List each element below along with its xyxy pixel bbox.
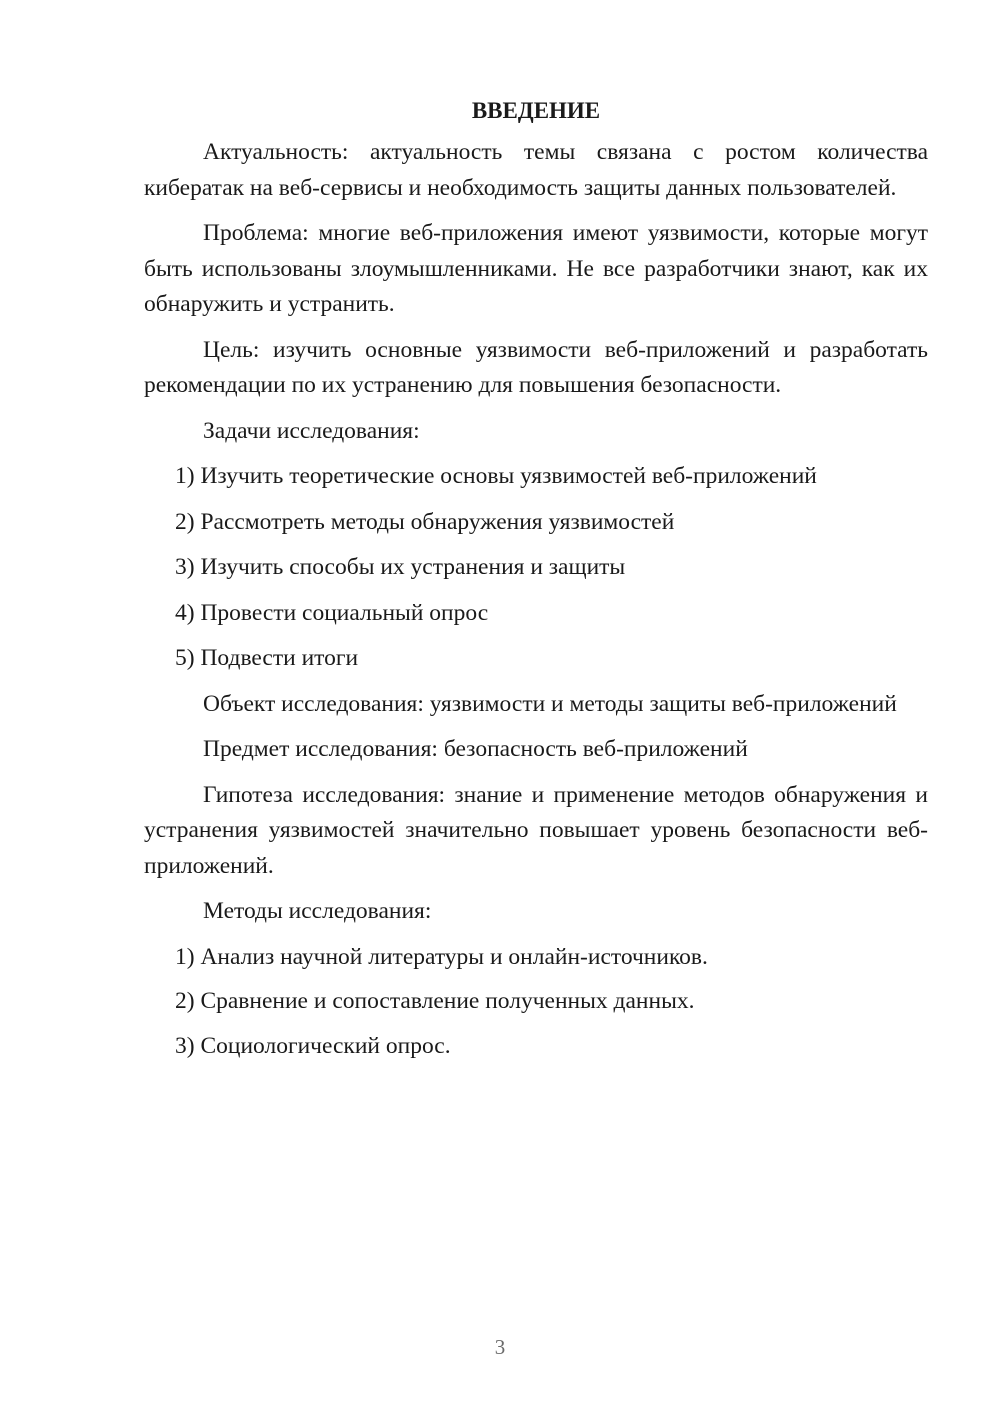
subject-paragraph: Предмет исследования: безопасность веб-приложений [203,736,748,762]
tasks-label: Задачи исследования: [203,417,420,444]
task-item: 3) Изучить способы их устранения и защиты [175,554,626,580]
task-item: 1) Изучить теоретические основы уязвимостей веб-приложений [175,463,817,489]
methods-label: Методы исследования: [203,898,432,924]
task-item: 5) Подвести итоги [175,645,359,671]
task-item: 4) Провести социальный опрос [175,599,489,626]
hypothesis-paragraph: Гипотеза исследования: знание и применение методов обнаружения и устранения уязвимостей значительно повышает уровень безопасности веб-приложений. [144,781,928,879]
goal-paragraph: Цель: изучить основные уязвимости веб-приложений и разработать рекомендации по их устранению для повышения безопасности. [144,336,928,398]
method-item: 1) Анализ научной литературы и онлайн-источников. [175,943,708,970]
object-paragraph: Объект исследования: уязвимости и методы защиты веб-приложений [203,690,897,717]
task-item: 2) Рассмотреть методы обнаружения уязвимостей [175,508,675,535]
methods-list [144,940,928,1065]
document-body [144,93,928,1073]
section-heading: ВВЕДЕНИЕ [471,98,601,123]
relevance-paragraph: Актуальность: актуальность темы связана с ростом количества кибератак на веб-сервисы и необходимость защиты данных пользователей. [144,139,928,201]
page-number: 3 [494,1335,506,1359]
method-item: 3) Социологический опрос. [175,1032,451,1059]
tasks-list [144,459,928,677]
problem-paragraph: Проблема: многие веб-приложения имеют уязвимости, которые могут быть использованы злоумышленниками. Не все разработчики знают, как их обнаружить и устранить. [144,220,928,317]
method-item: 2) Сравнение и сопоставление полученных данных. [175,988,695,1014]
